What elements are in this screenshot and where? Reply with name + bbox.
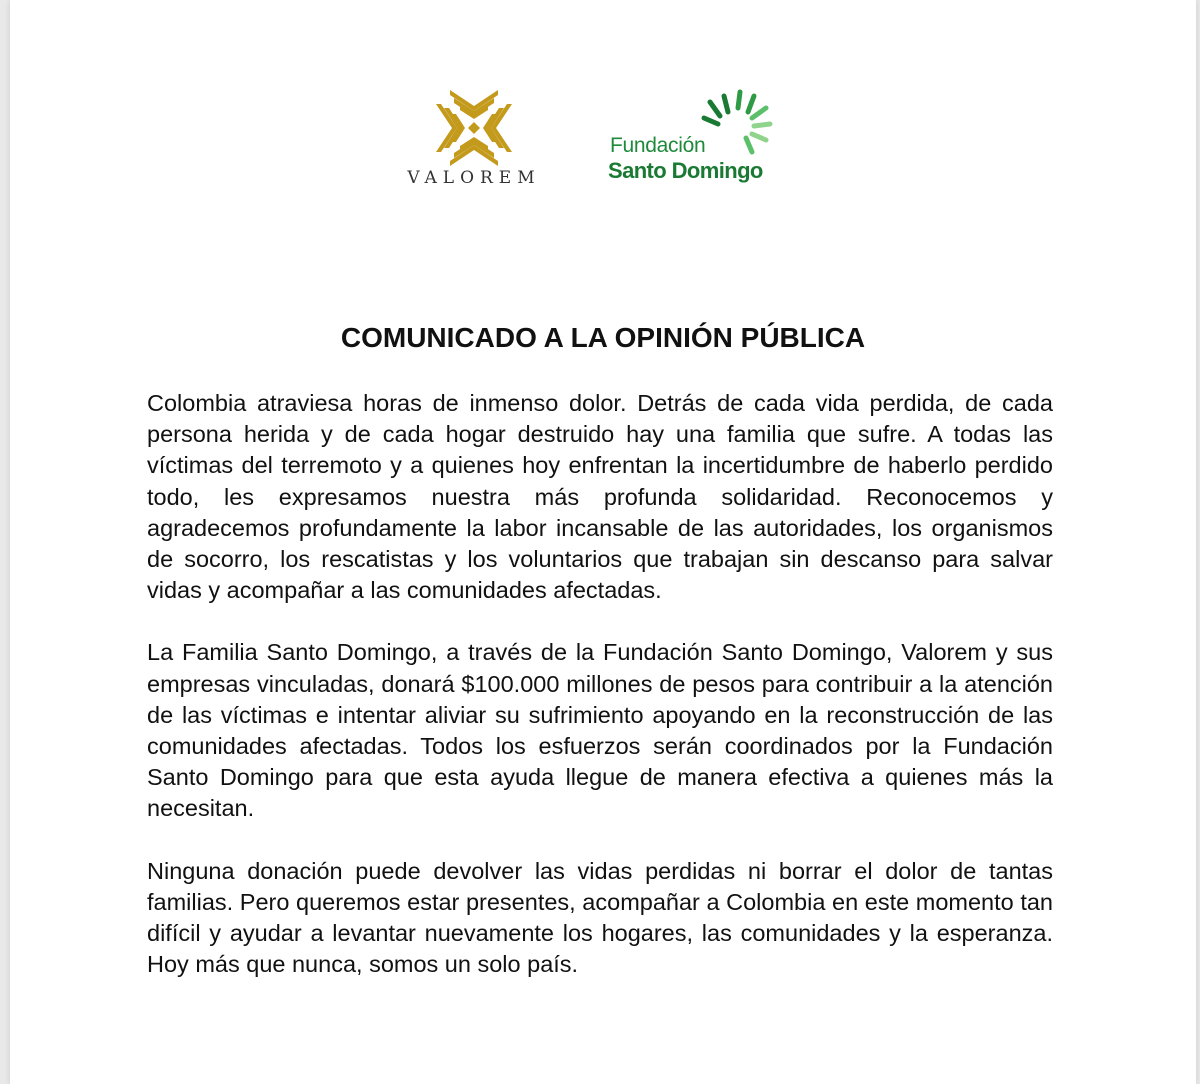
valorem-wordmark: VALOREM	[407, 168, 541, 188]
fundacion-santo-domingo-logo	[598, 88, 788, 188]
valorem-logo	[394, 84, 554, 194]
document-body	[147, 388, 1053, 1011]
document-page	[10, 0, 1196, 1084]
fundacion-wordmark-line2: Santo Domingo	[608, 158, 763, 183]
valorem-emblem-icon	[430, 84, 518, 172]
burst-icon	[694, 88, 778, 158]
paragraph: Colombia atraviesa horas de inmenso dolor. Detrás de cada vida perdida, de cada persona herida y de cada hogar destruido hay una familia que sufre. A todas las víctimas del terremoto y a quienes hoy enfrentan la incertidumbre de haberlo perdido todo, les expresamos nuestra más profunda solidaridad. Reconocemos y agradecemos profundamente la labor incansable de las autoridades, los organismos de socorro, los rescatistas y los voluntarios que trabajan sin descanso para salvar vidas y acompañar a las comunidades afectadas.	[147, 390, 1053, 604]
fundacion-wordmark-line1: Fundación	[610, 134, 706, 157]
document-title: COMUNICADO A LA OPINIÓN PÚBLICA	[340, 322, 866, 353]
paragraph: Ninguna donación puede devolver las vidas perdidas ni borrar el dolor de tantas familias. Pero queremos estar presentes, acompañar a Colombia en este momento tan difícil y ayudar a levantar nuevamente los hogares, las comunidades y la esperanza. Hoy más que nunca, somos un solo país.	[147, 857, 1053, 978]
paragraph: La Familia Santo Domingo, a través de la Fundación Santo Domingo, Valorem y sus empresas vinculadas, donará $100.000 millones de pesos para contribuir a la atención de las víctimas e intentar aliviar su sufrimiento apoyando en la reconstrucción de las comunidades afectadas. Todos los esfuerzos serán coordinados por la Fundación Santo Domingo para que esta ayuda llegue de manera efectiva a quienes más la necesitan.	[147, 639, 1053, 822]
